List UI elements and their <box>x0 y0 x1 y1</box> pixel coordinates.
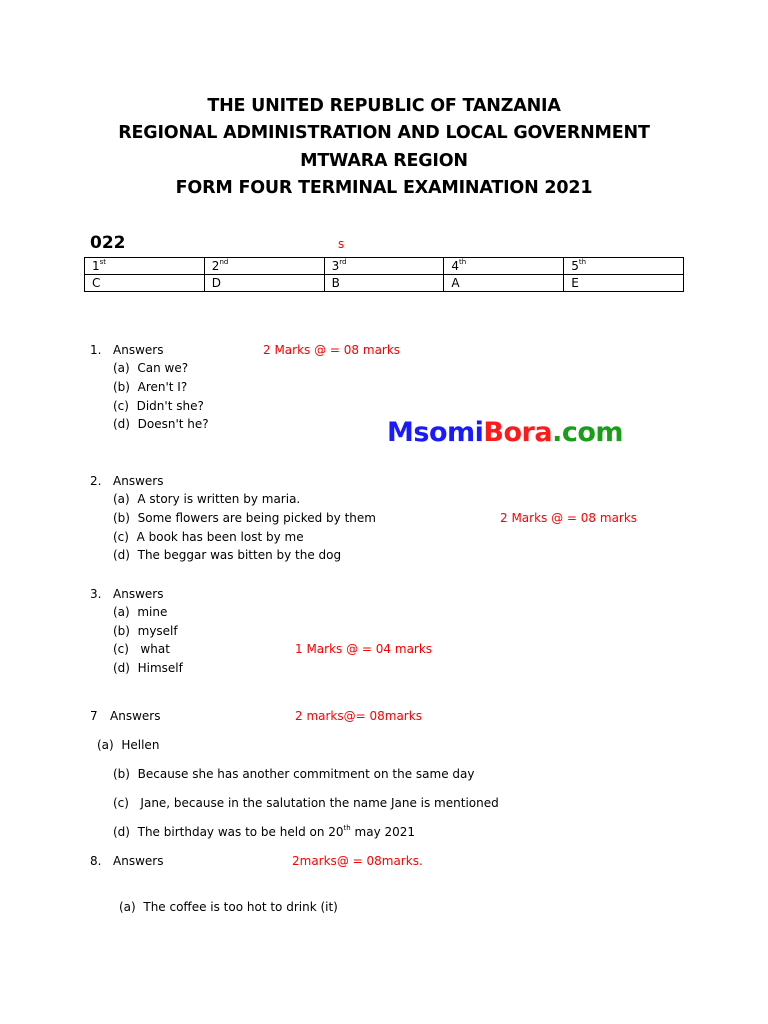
table-header-cell: 4th <box>444 258 564 275</box>
q2-number: 2. <box>90 474 102 488</box>
list-item: (a) A story is written by maria. <box>113 492 301 506</box>
list-item: (b) myself <box>113 624 178 638</box>
list-item: (b) Some flowers are being picked by them <box>113 511 376 525</box>
stray-mark: s <box>338 237 345 251</box>
table-row <box>85 275 684 292</box>
paper-code: 022 <box>90 233 126 253</box>
list-item: (c) what <box>113 642 170 656</box>
table-header-cell: 2nd <box>204 258 324 275</box>
q8-marks: 2marks@ = 08marks. <box>292 854 423 868</box>
table-cell: C <box>85 275 205 292</box>
q3-label: Answers <box>113 587 164 601</box>
logo-part-msomi: Msomi <box>387 417 484 448</box>
table-header-cell: 1st <box>85 258 205 275</box>
q8-label: Answers <box>113 854 164 868</box>
table-header-row <box>85 258 684 275</box>
answer-table <box>84 257 684 292</box>
q1-number: 1. <box>90 343 102 357</box>
q2-marks: 2 Marks @ = 08 marks <box>500 511 638 525</box>
table-cell: E <box>564 275 684 292</box>
list-item: (d) Himself <box>113 661 183 675</box>
table-header-cell: 5th <box>564 258 684 275</box>
q1-marks: 2 Marks @ = 08 marks <box>263 343 401 357</box>
header-line-4: FORM FOUR TERMINAL EXAMINATION 2021 <box>175 178 593 198</box>
q7-marks: 2 marks@= 08marks <box>295 709 422 723</box>
list-item: (b) Aren't I? <box>113 380 188 394</box>
list-item: (a) The coffee is too hot to drink (it) <box>119 900 338 914</box>
list-item: (a) Hellen <box>97 738 160 752</box>
table-cell: D <box>204 275 324 292</box>
q7-number: 7 <box>90 709 98 723</box>
q7-label: Answers <box>110 709 161 723</box>
q8-number: 8. <box>90 854 102 868</box>
list-item: (c) Jane, because in the salutation the name Jane is mentioned <box>113 796 499 810</box>
q2-label: Answers <box>113 474 164 488</box>
header-line-3: MTWARA REGION <box>300 151 468 171</box>
list-item: (d) Doesn't he? <box>113 417 209 431</box>
list-item: (a) mine <box>113 605 168 619</box>
list-item: (d) The beggar was bitten by the dog <box>113 548 342 562</box>
table-header-cell: 3rd <box>324 258 444 275</box>
table-cell: A <box>444 275 564 292</box>
list-item: (b) Because she has another commitment on the same day <box>113 767 475 781</box>
header-line-2: REGIONAL ADMINISTRATION AND LOCAL GOVERNMENT <box>118 123 650 143</box>
list-item: (c) A book has been lost by me <box>113 530 304 544</box>
list-item: (c) Didn't she? <box>113 399 204 413</box>
header-line-1: THE UNITED REPUBLIC OF TANZANIA <box>207 96 561 116</box>
msomibora-logo <box>387 417 623 448</box>
list-item: (a) Can we? <box>113 361 189 375</box>
q3-number: 3. <box>90 587 102 601</box>
q3-marks: 1 Marks @ = 04 marks <box>295 642 433 656</box>
q1-label: Answers <box>113 343 164 357</box>
logo-part-bora: Bora <box>483 417 553 448</box>
logo-part-com: .com <box>552 417 624 448</box>
list-item: (d) The birthday was to be held on 20th may 2021 <box>113 824 416 839</box>
table-cell: B <box>324 275 444 292</box>
